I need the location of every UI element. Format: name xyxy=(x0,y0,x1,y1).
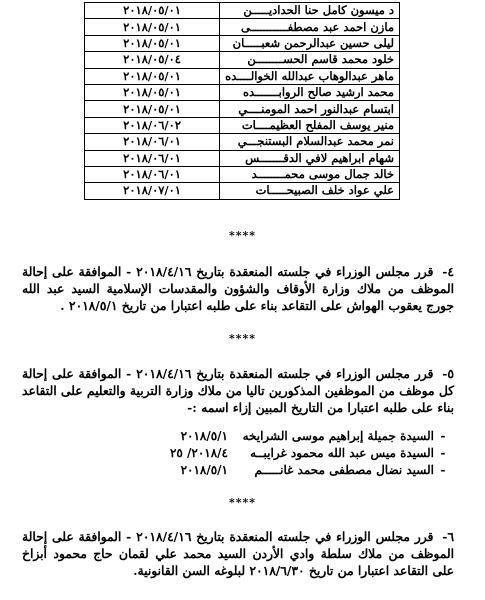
table-cell-date: ٢٠١٨/٠٥/٠١ xyxy=(85,3,220,19)
table-cell-name: نمر محمد عبدالسلام البستنجـــي xyxy=(220,134,400,150)
table-cell-name: شهام ابراهيم لافي الدقـــــــس xyxy=(220,150,400,166)
paragraph-4 xyxy=(22,263,454,314)
table-cell-date: ٢٠١٨/٠٥/٠١ xyxy=(85,35,220,51)
list-item xyxy=(130,445,452,462)
table-cell-name: علي عواد خلف الصبيحـــــات xyxy=(220,183,400,199)
list-dash: - xyxy=(440,463,446,477)
table-row xyxy=(85,84,400,100)
table-cell-name: خالد جمال موسى محمــــــــد xyxy=(220,166,400,182)
paragraph-6-text: قرر مجلس الوزراء في جلسته المنعقدة بتاريخ ٢٠١٨/٤/١٦ - الموافقة على إحالة الموظف من ملاك سلطة وادي الأردن السيد محمد علي لقمان حاج محمود أبزاخ على التقاعد اعتبارا من تاريخ ٢٠١٨/٦/٣٠ لبلوغه السن القانونية. xyxy=(22,529,454,578)
list-dash: - xyxy=(440,429,446,443)
paragraph-6 xyxy=(22,528,454,579)
paragraph-5 xyxy=(22,365,454,416)
table-cell-date: ٢٠١٨/٠٦/٠١ xyxy=(85,166,220,182)
table-cell-date: ٢٠١٨/٠٥/٠١ xyxy=(85,101,220,117)
table-cell-date: ٢٠١٨/٠٦/٠١ xyxy=(85,134,220,150)
table-cell-name: ليلى حسين عبدالرحمن شعبـــــان xyxy=(220,35,400,51)
list-item xyxy=(130,462,452,479)
table-row xyxy=(85,117,400,133)
paragraph-6-number: ٦- xyxy=(442,529,455,544)
list-date: ٢٠١٨/٥/١ xyxy=(180,463,228,477)
table-row xyxy=(85,166,400,182)
table-row xyxy=(85,35,400,51)
table-row xyxy=(85,19,400,35)
list-name: السيد نضال مصطفى محمد غانـــــم xyxy=(254,463,434,477)
paragraph-5-list xyxy=(130,428,452,479)
table-cell-date: ٢٠١٨/٠٧/٠١ xyxy=(85,183,220,199)
table-row xyxy=(85,52,400,68)
list-name: السيدة جميلة إبراهيم موسى الشرايخه xyxy=(242,429,434,443)
table-cell-name: محمد ارشيد صالح الروابـــــــده xyxy=(220,84,400,100)
retirees-table xyxy=(84,2,400,200)
separator-3: **** xyxy=(228,496,256,509)
table-cell-date: ٢٠١٨/٠٥/٠١ xyxy=(85,68,220,84)
table-row xyxy=(85,134,400,150)
list-date: ٢٠١٨/٥/١ xyxy=(180,429,228,443)
table-cell-name: خلود محمد قاسم الحســــــــن xyxy=(220,52,400,68)
table-cell-name: منير يوسف المفلح العظيمــــات xyxy=(220,117,400,133)
paragraph-4-number: ٤- xyxy=(442,264,455,279)
list-dash: - xyxy=(440,446,446,460)
paragraph-5-number: ٥- xyxy=(442,366,455,381)
list-item xyxy=(130,428,452,445)
table-cell-date: ٢٠١٨/٠٦/٠٢ xyxy=(85,117,220,133)
table-row xyxy=(85,3,400,19)
list-name: السيدة ميس عبد الله محمود غرايبــه xyxy=(250,446,434,460)
table-cell-date: ٢٠١٨/٠٦/٠١ xyxy=(85,150,220,166)
table-row xyxy=(85,101,400,117)
list-date: ٢٠١٨/٤/ ٢٥ xyxy=(169,446,228,460)
separator-1: **** xyxy=(228,229,256,242)
separator-2: **** xyxy=(228,332,256,345)
table-row xyxy=(85,183,400,199)
table-cell-name: ماهر عبدالوهاب عبدالله الخوالــــده xyxy=(220,68,400,84)
table-row xyxy=(85,68,400,84)
table-cell-name: ابتسام عبدالنور احمد المومنــــي xyxy=(220,101,400,117)
table-cell-date: ٢٠١٨/٠٥/٠٤ xyxy=(85,52,220,68)
paragraph-5-text: قرر مجلس الوزراء في جلسته المنعقدة بتاريخ ٢٠١٨/٤/١٦ - الموافقة على إحالة كل موظف من الموظفين المذكورين تاليا من ملاك وزارة التربية والتعليم على التقاعد بناء على طلبه اعتبارا من التاريخ المبين إزاء اسمه :- xyxy=(22,366,454,415)
table-cell-name: د ميسون كامل حنا الحداديـــــن xyxy=(220,3,400,19)
table-cell-date: ٢٠١٨/٠٥/٠١ xyxy=(85,19,220,35)
table-row xyxy=(85,150,400,166)
paragraph-4-text: قرر مجلس الوزراء في جلسته المنعقدة بتاريخ ٢٠١٨/٤/١٦ - الموافقة على إحالة الموظف من ملاك وزارة الأوقاف والشؤون والمقدسات الإسلامية السيد عبد الله جورج يعقوب الهواش على التقاعد بناء على طلبه اعتبارا من تاريخ ٢٠١٨/٥/١ . xyxy=(22,264,454,313)
table-cell-name: مازن احمد عبد مصطفـــــــــــى xyxy=(220,19,400,35)
table-cell-date: ٢٠١٨/٠٥/٠١ xyxy=(85,84,220,100)
